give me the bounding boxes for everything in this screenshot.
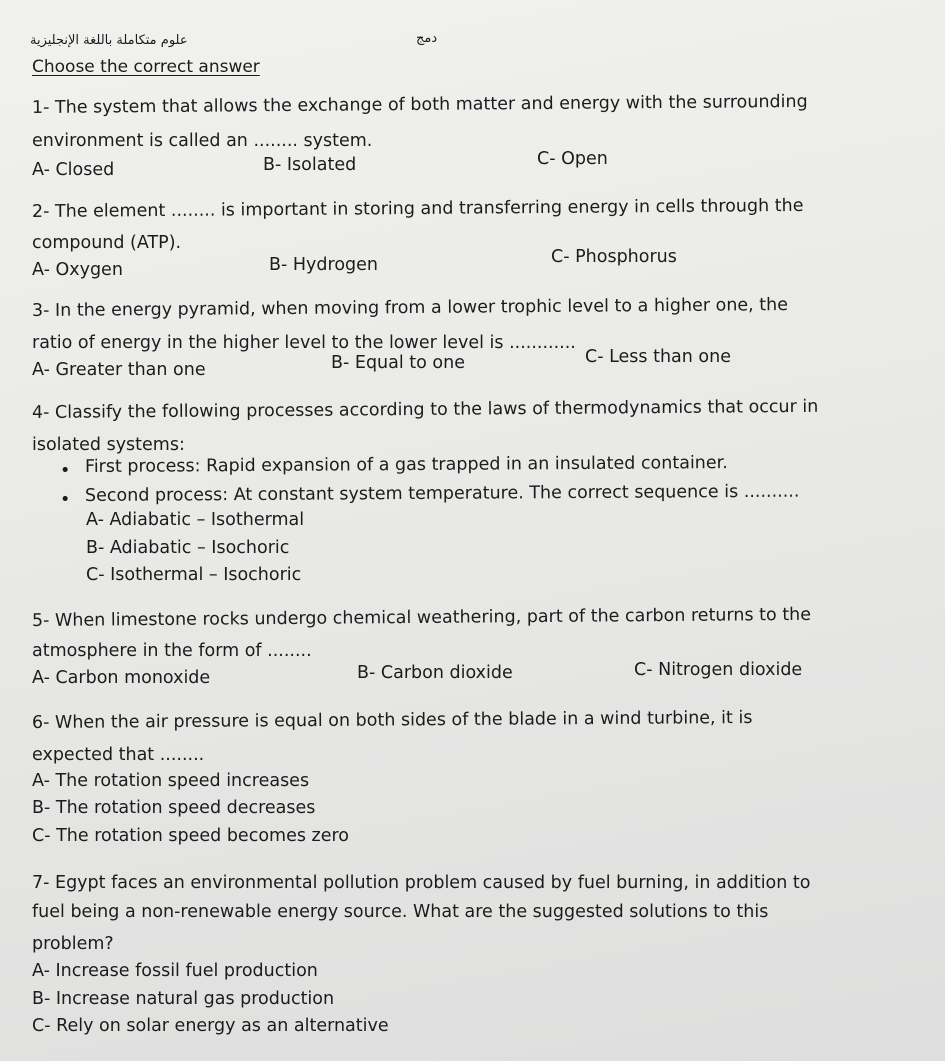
question-4-line-2: isolated systems: xyxy=(32,435,185,455)
question-1-option-c: C- Open xyxy=(537,149,608,169)
question-2-option-b: B- Hydrogen xyxy=(269,255,378,275)
question-2-option-a: A- Oxygen xyxy=(32,260,123,280)
question-6-line-1: 6- When the air pressure is equal on both sides of the blade in a wind turbine, it is xyxy=(31,707,753,733)
question-3-option-a: A- Greater than one xyxy=(32,360,206,380)
bullet-icon: • xyxy=(60,490,71,510)
question-3-line-1: 3- In the energy pyramid, when moving from a lower trophic level to a higher one, the xyxy=(31,295,789,321)
question-3-line-2: ratio of energy in the higher level to the lower level is ............ xyxy=(32,333,576,353)
question-7-line-3: problem? xyxy=(32,934,114,954)
question-7-line-1: 7- Egypt faces an environmental pollution problem caused by fuel burning, in addition to xyxy=(32,873,811,893)
bullet-icon: • xyxy=(60,461,71,481)
question-6-option-b: B- The rotation speed decreases xyxy=(32,798,316,818)
question-5-option-a: A- Carbon monoxide xyxy=(32,668,211,688)
question-4-option-c: C- Isothermal – Isochoric xyxy=(86,565,302,585)
question-4-bullet-2: Second process: At constant system temperature. The correct sequence is .......... xyxy=(84,481,800,506)
question-1-option-b: B- Isolated xyxy=(263,155,357,175)
question-2-line-2: compound (ATP). xyxy=(32,233,182,253)
header-mark-arabic: دمج xyxy=(416,31,438,46)
question-5-option-b: B- Carbon dioxide xyxy=(357,663,513,683)
question-2-option-c: C- Phosphorus xyxy=(551,247,677,267)
question-2-line-1: 2- The element ........ is important in storing and transferring energy in cells through the xyxy=(31,195,804,222)
question-3-option-b: B- Equal to one xyxy=(331,353,465,373)
question-6-line-2: expected that ........ xyxy=(32,745,205,765)
question-4-bullet-1: First process: Rapid expansion of a gas trapped in an insulated container. xyxy=(84,453,728,477)
question-6-option-c: C- The rotation speed becomes zero xyxy=(32,826,349,846)
question-7-option-c: C- Rely on solar energy as an alternative xyxy=(32,1016,389,1036)
question-4-line-1: 4- Classify the following processes according to the laws of thermodynamics that occur in xyxy=(31,396,819,423)
question-6-option-a: A- The rotation speed increases xyxy=(32,771,310,791)
question-4-option-a: A- Adiabatic – Isothermal xyxy=(86,510,305,530)
question-1-line-2: environment is called an ........ system. xyxy=(32,131,373,151)
subject-header-arabic: علوم متكاملة باللغة الإنجليزية xyxy=(30,33,188,48)
question-1-option-a: A- Closed xyxy=(32,160,115,180)
question-5-line-2: atmosphere in the form of ........ xyxy=(32,641,312,661)
question-7-line-2: fuel being a non-renewable energy source. What are the suggested solutions to this xyxy=(32,902,769,922)
question-5-option-c: C- Nitrogen dioxide xyxy=(634,660,803,680)
page-title: Choose the correct answer xyxy=(32,57,260,77)
question-1-line-1: 1- The system that allows the exchange of both matter and energy with the surrounding xyxy=(31,91,808,118)
question-5-line-1: 5- When limestone rocks undergo chemical weathering, part of the carbon returns to the xyxy=(31,604,812,631)
question-7-option-a: A- Increase fossil fuel production xyxy=(32,961,318,981)
question-4-option-b: B- Adiabatic – Isochoric xyxy=(86,538,290,558)
question-3-option-c: C- Less than one xyxy=(585,347,731,367)
question-7-option-b: B- Increase natural gas production xyxy=(32,989,335,1009)
